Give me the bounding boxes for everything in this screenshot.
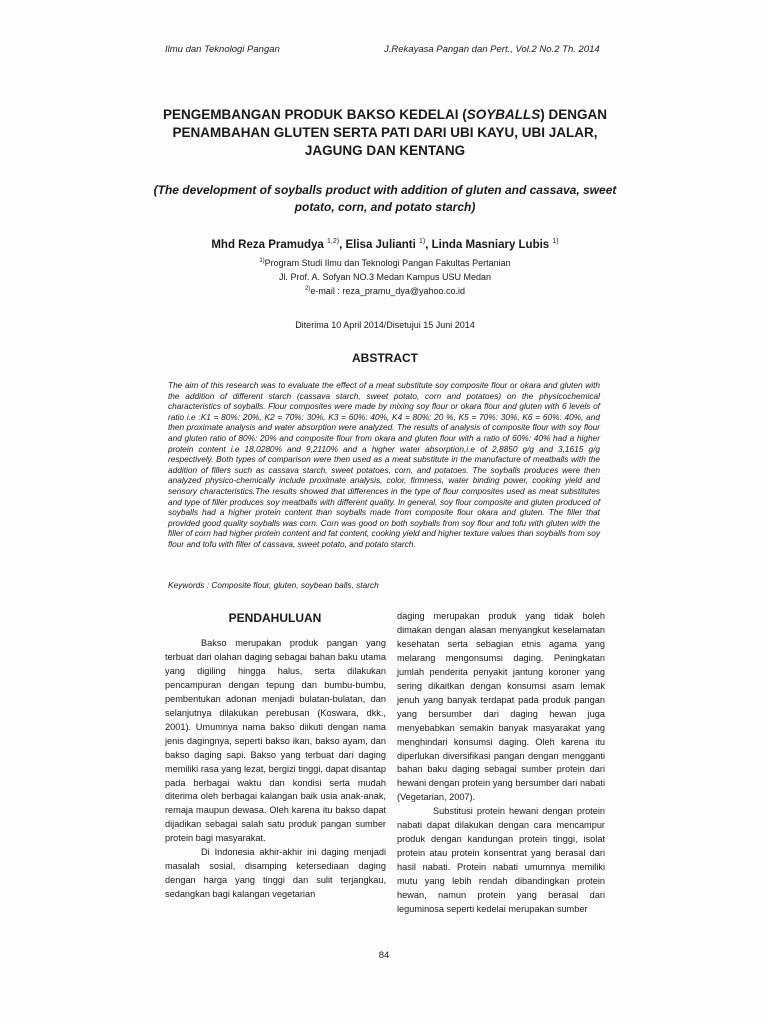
- keywords: Keywords : Composite flour, gluten, soybean balls, starch: [168, 580, 379, 590]
- running-header-right: J.Rekayasa Pangan dan Pert., Vol.2 No.2 Th. 2014: [384, 44, 600, 55]
- body-paragraph: daging merupakan produk yang tidak boleh dimakan dengan alasan menyangkut keselamatan kesehatan serta sebagian etnis agama yang melarang mengonsumsi daging. Peningkatan jumlah penderita penyakit jantung koroner yang sering dikaitkan dengan konsumsi asam lemak jenuh yang banyak terdapat pada produk pangan yang bersumber dari daging hewan juga menyebabkan semakin banyak masyarakat yang menghindari konsumsi daging. Oleh karena itu diperlukan diversifikasi pangan dengan mengganti bahan baku daging sebagai sumber protein dari hewani dengan protein yang bersumber dari nabati (Vegetarian, 2007).: [397, 611, 605, 803]
- author-affiliation-mark: 1): [552, 238, 559, 245]
- body-paragraph: Bakso merupakan produk pangan yang terbuat dari olahan daging sebagai bahan baku utama yang digiling hingga halus, serta dilakukan pencampuran dengan tepung dan bumbu-bumbu, pembentukan adonan menjadi bulatan-bulatan, dan selanjutnya dilakukan perebusan (Koswara, dkk., 2001). Umumnya nama bakso diikuti dengan nama jenis dagingnya, seperti bakso ikan, bakso ayam, dan bakso daging sapi. Bakso yang terbuat dari daging memiliki rasa yang lezat, bergizi tinggi, dapat disantap pada berbagai waktu dan kondisi serta mudah diterima oleh berbagai kalangan baik usia anak-anak, remaja maupun dewasa. Oleh karena itu bakso dapat dijadikan sebagai salah satu produk pangan sumber protein bagi masyarakat.: [165, 638, 386, 844]
- body-paragraph: Substitusi protein hewani dengan protein nabati dapat dilakukan dengan cara mencampur produk dengan kandungan protein tinggi, isolat protein atau protein konsentrat yang berasal dari hasil nabati. Protein nabati umumnya memiliki mutu yang lebih rendah dibandingkan protein hewan, namun protein yang berasal dari leguminosa seperti kedelai merupakan sumber: [397, 806, 605, 915]
- affiliation-line: [150, 283, 620, 297]
- author-name: Mhd Reza Pramudya: [211, 238, 324, 251]
- affiliation-mark: 2): [304, 286, 311, 292]
- body-column-right: [397, 610, 605, 917]
- author-separator: ,: [425, 238, 432, 251]
- title-line-2: PENAMBAHAN GLUTEN SERTA PATI DARI UBI KAYU, UBI JALAR,: [172, 125, 598, 140]
- author-affiliation-mark: 1,2): [327, 238, 340, 245]
- title-line-1-end: ) DENGAN: [540, 107, 608, 122]
- author-list: [150, 238, 620, 251]
- affiliation-mark: 1): [259, 258, 265, 264]
- page-number: 84: [378, 950, 390, 961]
- title-italic-term: SOYBALLS: [466, 107, 541, 122]
- affiliation-text: Jl. Prof. A. Sofyan NO.3 Medan Kampus USU Medan: [278, 272, 492, 282]
- body-column-left: [165, 637, 386, 902]
- paper-title: [150, 106, 620, 160]
- affiliation-line: [150, 255, 620, 269]
- abstract-heading: ABSTRACT: [352, 351, 418, 365]
- body-paragraph: Di Indonesia akhir-akhir ini daging menjadi masalah sosial, disamping ketersediaan daging dengan harga yang tinggi dan sulit terjangkau, sedangkan bagi kalangan vegetarian: [165, 847, 386, 900]
- running-header-left: Ilmu dan Teknologi Pangan: [165, 44, 280, 55]
- title-line-1-start: PENGEMBANGAN PRODUK BAKSO KEDELAI (: [162, 107, 467, 122]
- author-name: Elisa Julianti: [345, 238, 416, 251]
- author-separator: ,: [339, 238, 346, 251]
- abstract-body: The aim of this research was to evaluate the effect of a meat substitute soy composite flour or okara and gluten with the addition of different starch (cassava starch, sweet potato, corn and potatoes) on the physicochemical characteristics of soyballs. Flour composites were made by mixing soy flour or okara flour and gluten with 6 levels of ratio i.e :K1 = 80%: 20%, K2 = 70%: 30%, K3 = 60%: 40%, K4 = 80%: 20 %, K5 = 70%: 30%, K6 = 60%: 40%, and then proximate analysis and water absorption were analyzed. The results of analysis of composite flour with soy flour and gluten ratio of 80%: 20% and composite flour from okara and gluten flour with a ratio of 60%: 40% had a higher protein content i.e 18,0280% and 9,2110% and a higher water absorption,i.e of 2,8850 g/g and 3,1615 g/g respectively. Both types of comparison were then used as a meat substitute in the manufacture of meatballs with the addition of fillers such as cassava starch, sweet potatoes, corn, and potatoes. The soyballs produces were then analyzed physico-chemically include proximate analysis, color, firmness, water binding power, cooking yield and sensory characteristics.The results showed that differences in the type of flour composites used as meat substitutes and type of filler produces soy meatballs with different quality. In general, soy flour composite and gluten produced of soyballs had a higher protein content than soyballs made from composite flour okara and gluten. The filler that provided good quality soyballs was corn. Corn was good on both soyballs from soy flour and tofu with gluten with the filler of corn had higher protein content and fat content, cooking yield and higher texture values than soyballs from soy flour and tofu with filler of cassava, sweet potato, and potato starch.: [168, 380, 600, 549]
- author-affiliation-mark: 1): [419, 238, 426, 245]
- english-subtitle: (The development of soyballs product with addition of gluten and cassava, sweet potato, corn, and potato starch): [153, 183, 617, 214]
- section-heading-introduction: PENDAHULUAN: [228, 611, 322, 625]
- author-name: Linda Masniary Lubis: [431, 238, 550, 251]
- affiliation-text: Program Studi Ilmu dan Teknologi Pangan Fakultas Pertanian: [264, 258, 511, 268]
- received-accepted-dates: Diterima 10 April 2014/Disetujui 15 Juni 2014: [295, 320, 475, 330]
- title-line-1: [150, 106, 620, 124]
- title-line-3: JAGUNG DAN KENTANG: [304, 143, 466, 158]
- affiliation-line: [150, 269, 620, 283]
- affiliations: [150, 255, 620, 297]
- email-address: e-mail : reza_pramu_dya@yahoo.co.id: [310, 286, 466, 296]
